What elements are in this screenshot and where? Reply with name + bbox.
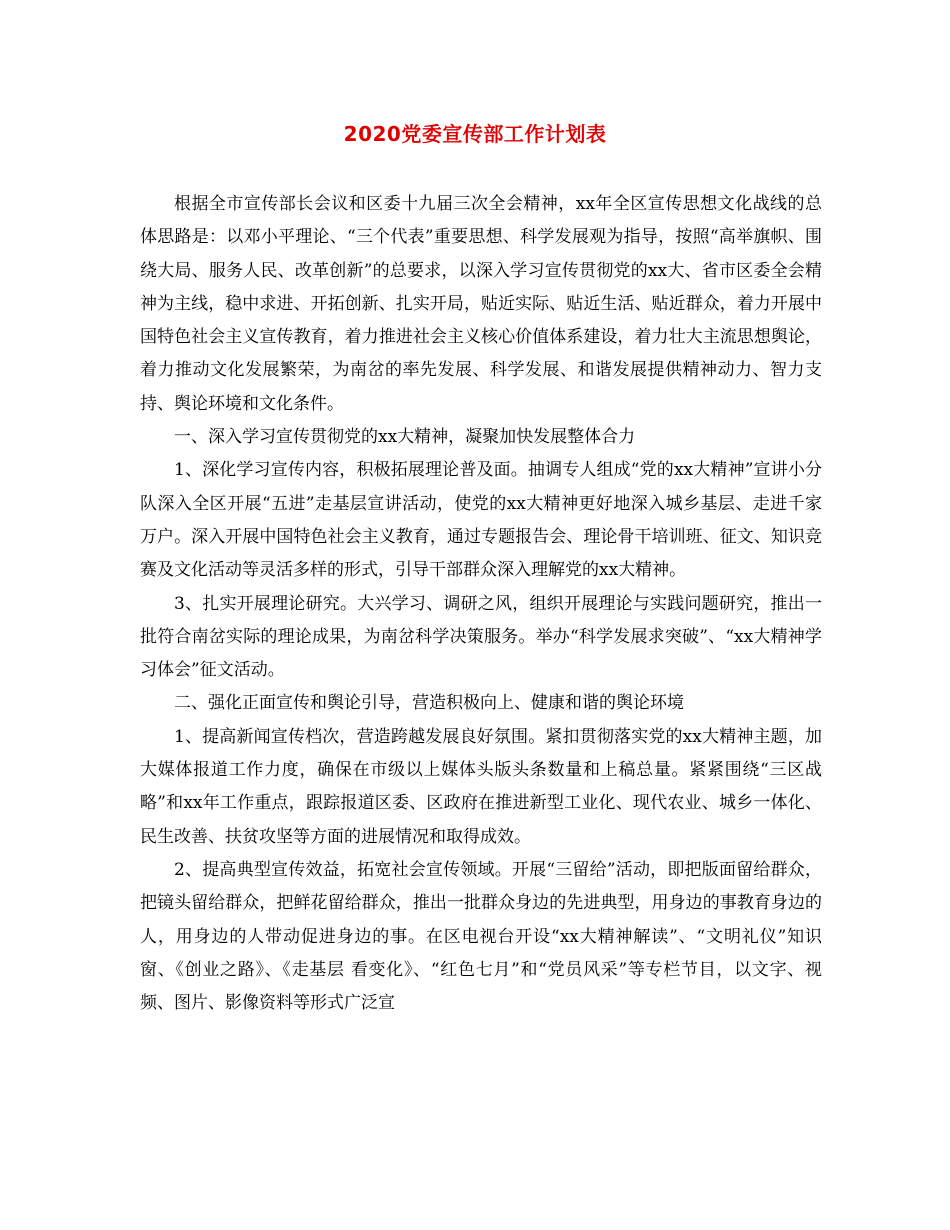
body-paragraph: 2、提高典型宣传效益，拓宽社会宣传领域。开展“三留给”活动，即把版面留给群众，把镜头留给群众，把鲜花留给群众，推出一批群众身边的先进典型，用身边的事教育身边的人，用身边的人带动促进身边的事。在区电视台开设“xx大精神解读”、“文明礼仪”知识窗、《创业之路》、《走基层 看变化》、“红色七月”和“党员风采”等专栏节目，以文字、视频、图片、影像资料等形式广泛宣 [140,859,822,1014]
document-body [140,188,822,1020]
body-paragraph: 1、深化学习宣传内容，积极拓展理论普及面。抽调专人组成“党的xx大精神”宣讲小分队深入全区开展“五进”走基层宣讲活动，使党的xx大精神更好地深入城乡基层、走进千家万户。深入开展中国特色社会主义教育，通过专题报告会、理论骨干培训班、征文、知识竞赛及文化活动等灵活多样的形式，引导干部群众深入理解党的xx大精神。 [140,460,822,581]
body-paragraph: 3、扎实开展理论研究。大兴学习、调研之风，组织开展理论与实践问题研究，推出一批符合南岔实际的理论成果，为南岔科学决策服务。举办“科学发展求突破”、“xx大精神学习体会”征文活动。 [140,593,822,681]
body-paragraph: 1、提高新闻宣传档次，营造跨越发展良好氛围。紧扣贯彻落实党的xx大精神主题，加大媒体报道工作力度，确保在市级以上媒体头版头条数量和上稿总量。紧紧围绕“三区战略”和xx年工作重点，跟踪报道区委、区政府在推进新型工业化、现代农业、城乡一体化、民生改善、扶贫攻坚等方面的进展情况和取得成效。 [140,726,822,847]
section-heading-2: 二、强化正面宣传和舆论引导，营造积极向上、健康和谐的舆论环境 [174,693,684,714]
document-title: 2020党委宣传部工作计划表 [343,122,607,146]
section-heading-1: 一、深入学习宣传贯彻党的xx大精神，凝聚加快发展整体合力 [174,427,636,448]
intro-paragraph: 根据全市宣传部长会议和区委十九届三次全会精神，xx年全区宣传思想文化战线的总体思路是：以邓小平理论、“三个代表”重要思想、科学发展观为指导，按照“高举旗帜、围绕大局、服务人民、改革创新”的总要求，以深入学习宣传贯彻党的xx大、省市区委全会精神为主线，稳中求进、开拓创新、扎实开局，贴近实际、贴近生活、贴近群众，着力开展中国特色社会主义宣传教育，着力推进社会主义核心价值体系建设，着力壮大主流思想舆论，着力推动文化发展繁荣，为南岔的率先发展、科学发展、和谐发展提供精神动力、智力支持、舆论环境和文化条件。 [140,194,822,414]
